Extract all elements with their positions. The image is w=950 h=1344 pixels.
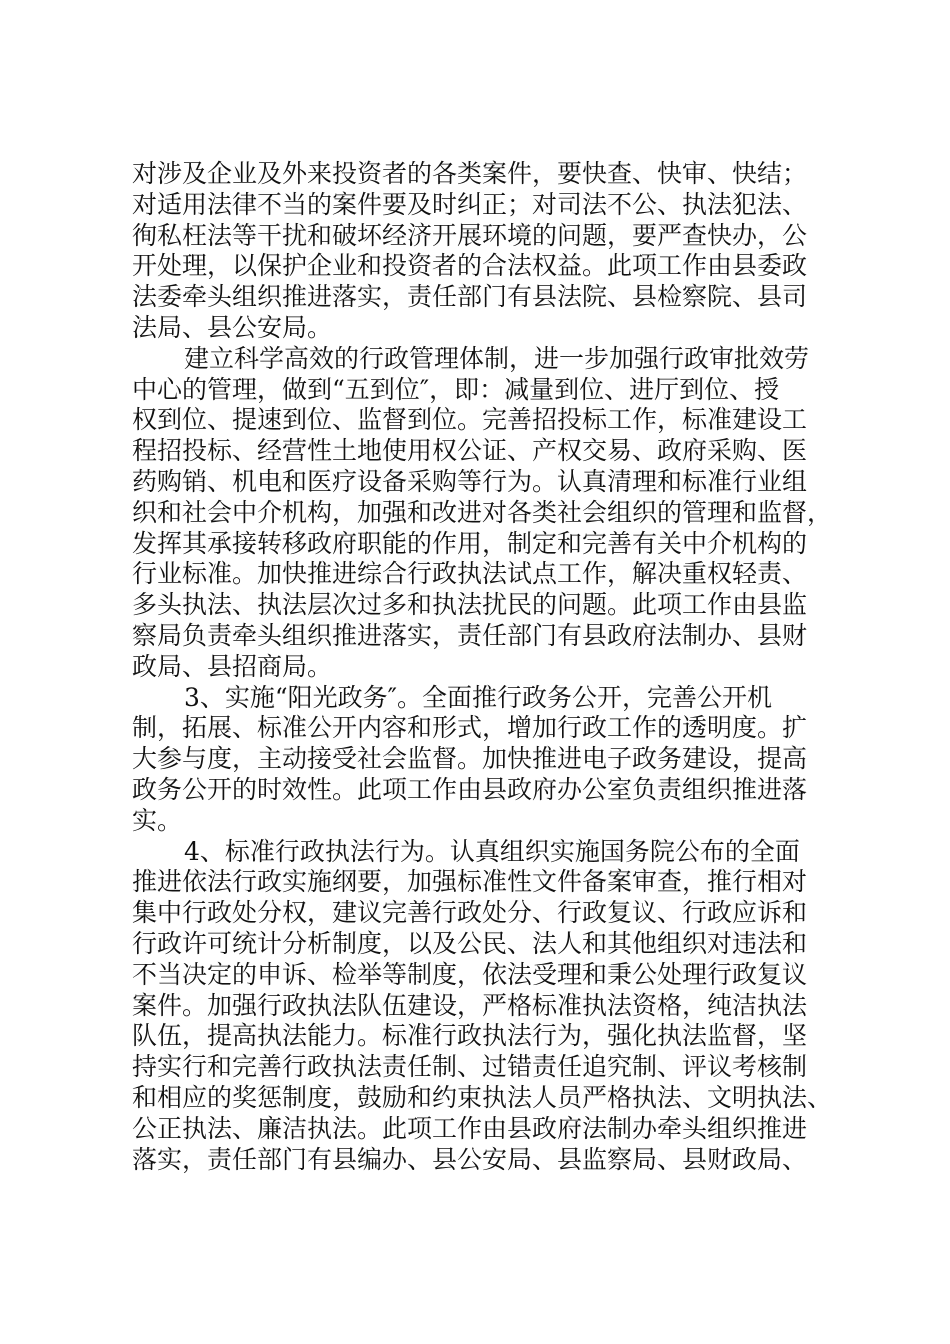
text-line: 大参与度，主动接受社会监督。加快推进电子政务建设，提高 xyxy=(132,744,808,774)
text-line: 和相应的奖惩制度，鼓励和约束执法人员严格执法、文明执法、 xyxy=(132,1082,833,1112)
text-line: 对适用法律不当的案件要及时纠正；对司法不公、执法犯法、 xyxy=(132,189,808,219)
text-line: 对涉及企业及外来投资者的各类案件，要快查、快审、快结； xyxy=(132,159,808,188)
paragraph-first-line: 建立科学高效的行政管理体制，进一步加强行政审批效劳 xyxy=(184,343,810,373)
text-line: 发挥其承接转移政府职能的作用，制定和完善有关中介机构的 xyxy=(132,528,808,558)
text-line: 察局负责牵头组织推进落实，责任部门有县政府法制办、县财 xyxy=(132,620,808,650)
text-line: 行业标准。加快推进综合行政执法试点工作，解决重权轻责、 xyxy=(132,559,808,589)
text-line: 持实行和完善行政执法责任制、过错责任追究制、评议考核制 xyxy=(132,1052,808,1082)
text-line: 药购销、机电和医疗设备采购等行为。认真清理和标准行业组 xyxy=(132,466,808,496)
text-line: 织和社会中介机构，加强和改进对各类社会组织的管理和监督， xyxy=(132,497,833,527)
paragraph-first-line: 3、实施“阳光政务″。全面推行政务公开，完善公开机 xyxy=(184,682,773,712)
text-line: 法委牵头组织推进落实，责任部门有县法院、县检察院、县司 xyxy=(132,282,808,312)
text-line: 落实，责任部门有县编办、县公安局、县监察局、县财政局、 xyxy=(132,1144,808,1174)
text-line: 实。 xyxy=(132,805,183,835)
text-line: 开处理，以保护企业和投资者的合法权益。此项工作由县委政 xyxy=(132,251,808,281)
text-line: 政局、县招商局。 xyxy=(132,651,333,681)
text-line: 程招投标、经营性土地使用权公证、产权交易、政府采购、医 xyxy=(132,436,808,466)
text-line: 政务公开的时效性。此项工作由县政府办公室负责组织推进落 xyxy=(132,774,808,804)
text-line: 权到位、提速到位、监督到位。完善招投标工作，标准建设工 xyxy=(132,405,808,435)
text-line: 集中行政处分权，建议完善行政处分、行政复议、行政应诉和 xyxy=(132,898,808,928)
text-line: 徇私枉法等干扰和破坏经济开展环境的问题，要严查快办，公 xyxy=(132,220,808,250)
text-line: 多头执法、执法层次过多和执法扰民的问题。此项工作由县监 xyxy=(132,590,808,620)
text-line: 案件。加强行政执法队伍建设，严格标准执法资格，纯洁执法 xyxy=(132,990,808,1020)
document-body xyxy=(132,159,852,1175)
text-line: 法局、县公安局。 xyxy=(132,312,333,342)
text-line: 公正执法、廉洁执法。此项工作由县政府法制办牵头组织推进 xyxy=(132,1113,808,1143)
text-line: 制，拓展、标准公开内容和形式，增加行政工作的透明度。扩 xyxy=(132,713,808,743)
text-line: 中心的管理，做到“五到位″，即：减量到位、进厅到位、授 xyxy=(132,374,780,404)
text-line: 推进依法行政实施纲要，加强标准性文件备案审查，推行相对 xyxy=(132,867,808,897)
text-line: 行政许可统计分析制度，以及公民、法人和其他组织对违法和 xyxy=(132,928,808,958)
text-line: 队伍，提高执法能力。标准行政执法行为，强化执法监督，坚 xyxy=(132,1021,808,1051)
text-line: 不当决定的申诉、检举等制度，依法受理和秉公处理行政复议 xyxy=(132,959,808,989)
paragraph-first-line: 4、标准行政执法行为。认真组织实施国务院公布的全面 xyxy=(184,836,800,866)
